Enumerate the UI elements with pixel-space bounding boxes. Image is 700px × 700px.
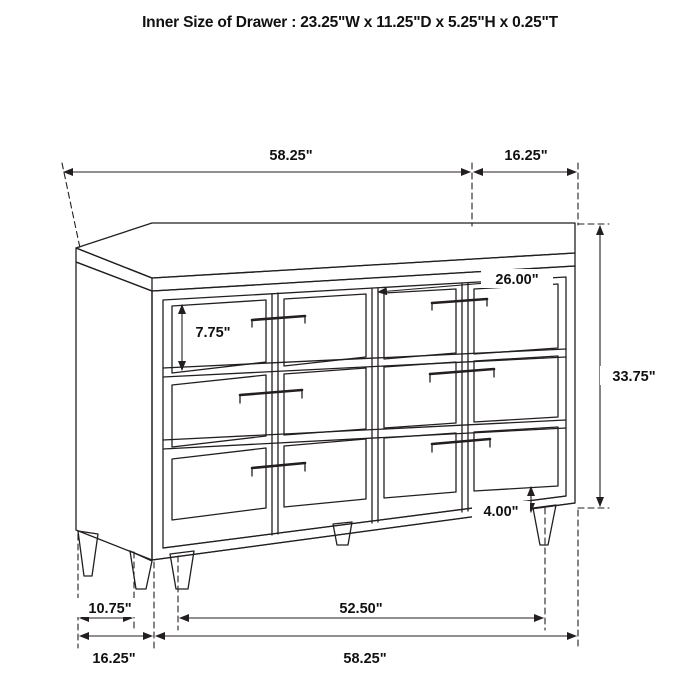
- handle-2: [432, 299, 487, 303]
- drawer-2-face: [284, 294, 366, 366]
- dim-label-base-depth: 16.25": [92, 651, 136, 667]
- drawer-3-face: [384, 289, 456, 359]
- dim-label-foot-spacing: 10.75": [88, 601, 132, 617]
- dim-label-base-overall-width: 58.25": [343, 651, 387, 667]
- dim-label-top-width-side: 16.25": [504, 148, 548, 164]
- dim-label-top-width-main: 58.25": [269, 148, 313, 164]
- leg-mid-left-back: [130, 551, 152, 589]
- drawer-8-face: [474, 356, 558, 422]
- handle-3: [240, 390, 302, 395]
- handle-6: [432, 439, 490, 444]
- dim-label-drawer-height: 7.75": [195, 325, 231, 341]
- dresser-left-side: [76, 262, 152, 560]
- dim-label-leg-height: 4.00": [483, 504, 519, 520]
- dim-label-drawer-width: 26.00": [495, 272, 539, 288]
- dimension-lines: [62, 163, 609, 648]
- drawer-12-face: [474, 427, 558, 491]
- dim-label-overall-height: 33.75": [612, 369, 656, 385]
- ext-top-left: [62, 163, 80, 248]
- dresser-top-left-edge: [76, 248, 152, 291]
- drawer-10-face: [284, 439, 366, 507]
- page-title: Inner Size of Drawer : 23.25"W x 11.25"D x 5.25"H x 0.25"T: [142, 14, 558, 31]
- drawer-9-face: [172, 448, 266, 520]
- dim-label-base-inner-width: 52.50": [339, 601, 383, 617]
- drawer-6-face: [284, 368, 366, 435]
- drawer-4-face: [474, 284, 558, 354]
